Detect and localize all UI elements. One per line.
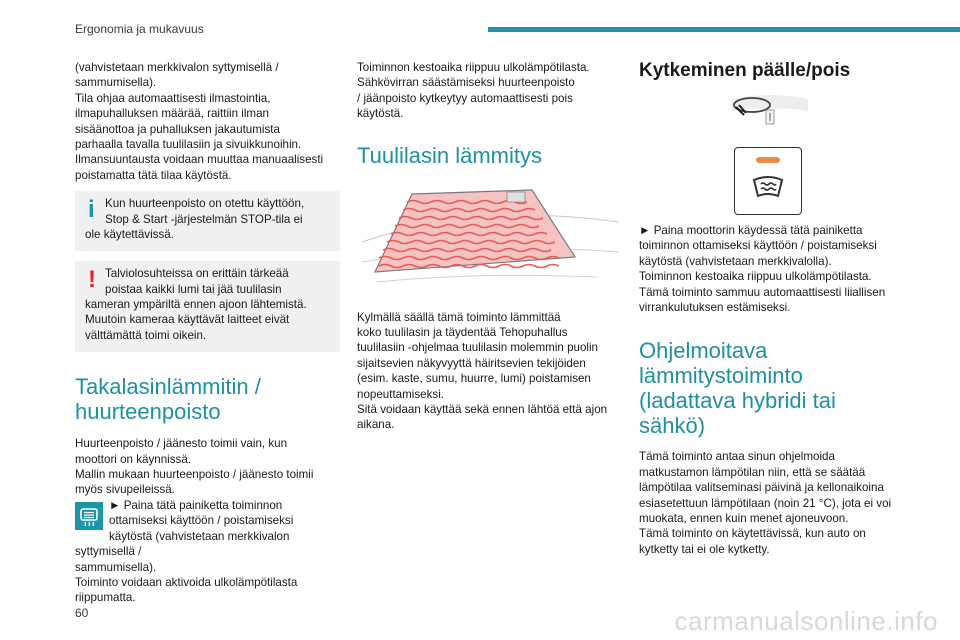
paragraph: ► Paina moottorin käydessä tätä painiketta toiminnon ottamiseksi käyttöön / poistamiseksi käytöstä (vahvistetaan merkkivalolla). Toiminnon kestoaika riippuu ulkolämpötilasta. Tämä toiminto sammuu automaattisesti liiallisen virrankulutuksen estämiseksi. — [639, 224, 886, 315]
rear-defrost-icon — [75, 502, 103, 530]
windscreen-heat-button[interactable] — [734, 147, 802, 215]
section-title: Ergonomia ja mukavuus — [75, 22, 204, 36]
info-icon: i — [88, 196, 95, 224]
status-led — [756, 157, 780, 163]
column-middle — [357, 60, 619, 433]
section-heading: Tuulilasin lämmitys — [357, 142, 543, 168]
section-heading: Takalasinlämmitin / huurteenpoisto — [75, 374, 261, 425]
paragraph: Tämä toiminto antaa sinun ohjelmoida matkustamon lämpötilan niin, että se säätää lämpötilaa valitseminasi päivinä ja kellonaikoina esiasetettuun lämpötilaan (noin 21 °C), jota ei voi muokata, ennen kuin menet ajoneuvoon. Tämä toiminto on käytettävissä, kun auto on kytketty tai ei ole kytketty. — [639, 450, 892, 556]
paragraph: Huurteenpoisto / jäänesto toimii vain, kun moottori on käynnissä. Mallin mukaan huurteenpoisto / jäänesto toimii myös sivupeileissä. — [75, 437, 314, 497]
press-instruction: ► Paina tätä painiketta toiminnon ottamiseksi käyttöön / poistamiseksi — [75, 498, 340, 529]
column-left — [75, 60, 340, 606]
column-right-body — [639, 223, 907, 557]
paragraph: (vahvistetaan merkkivalon syttymisellä / sammumisella). Tila ohjaa automaattisesti ilmastointia, ilmapuhalluksen määrää, raittiin ilman sisäänottoa ja puhalluksen jakautumista parhaalla tavalla tuulilasiin ja sivuikkunoihin. Ilmansuuntausta voidaan muuttaa manuaalisesti poistamatta tätä tilaa käytöstä. — [75, 61, 324, 182]
watermark: carmanualsonline.info — [674, 606, 938, 636]
column-right — [639, 60, 907, 83]
steering-wheel-icon — [730, 93, 810, 129]
windscreen-heat-illustration — [357, 182, 619, 292]
header-accent-bar — [488, 27, 960, 32]
warning-icon: ! — [88, 266, 96, 294]
paragraph: käytöstä (vahvistetaan merkkivalon syttymisellä / sammumisella). Toiminto voidaan aktivoida ulkolämpötilasta riippumatta. — [75, 529, 298, 605]
paragraph: Toiminnon kestoaika riippuu ulkolämpötilasta. Sähkövirran säästämiseksi huurteenpoisto / jäänpoisto kytkeytyy automaattisesti pois käytöstä. — [357, 61, 590, 121]
section-heading: Ohjelmoitava lämmitystoiminto (ladattava hybridi tai sähkö) — [639, 338, 836, 439]
paragraph: Kylmällä säällä tämä toiminto lämmittää koko tuulilasin ja täydentää Tehopuhallus tuulilasiin -ohjelmaa tuulilasin molemmin puolin sijaitsevien näkyvyyttä häiritsevien tekijöiden (esim. kaste, sumu, huurre, lumi) poistamisen nopeuttamiseksi. Sitä voidaan käyttää sekä ennen lähtöä että ajon aikana. — [357, 310, 608, 432]
page-number: 60 — [75, 606, 89, 620]
section-heading: Kytkeminen päälle/pois — [639, 60, 851, 81]
info-note: i Kun huurteenpoisto on otettu käyttöön, Stop & Start -järjestelmän STOP-tila ei ole käytettävissä. — [75, 191, 340, 251]
windscreen-heat-icon — [752, 174, 784, 205]
warning-note: ! Talviolosuhteissa on erittäin tärkeää poistaa kaikki lumi tai jää tuulilasin kameran ympäriltä ennen ajoon lähtemistä. Muutoin kameraa käyttävät laitteet eivät välttämättä toimi oikein. — [75, 261, 340, 352]
